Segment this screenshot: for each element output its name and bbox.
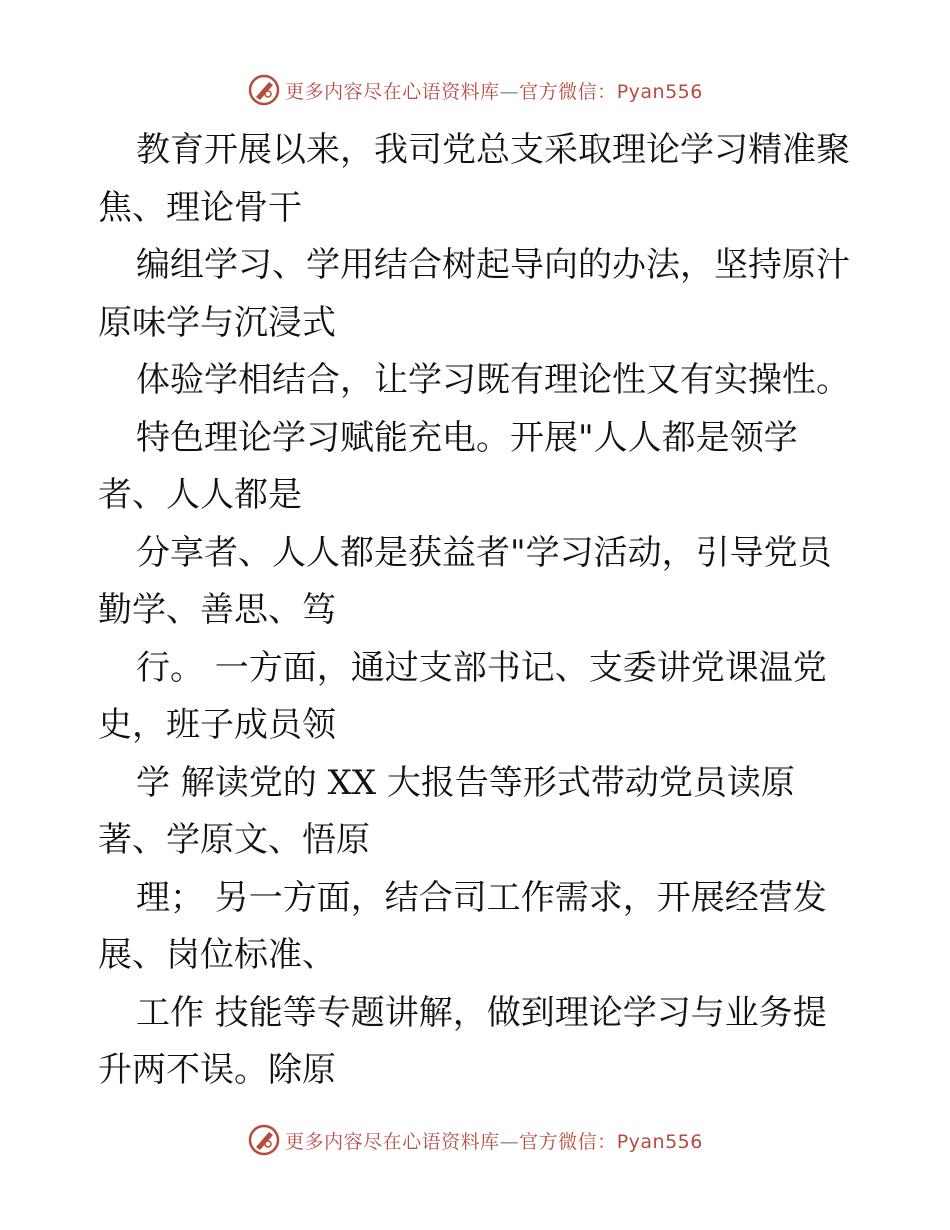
- text-line: 著、学原文、悟原: [98, 820, 370, 860]
- banner-text: 更多内容尽在心语资料库—官方微信：Pyan556: [285, 1130, 703, 1153]
- text-line: 分享者、人人都是获益者"学习活动，引导党员: [136, 532, 832, 573]
- text-line: 编组学习、学用结合树起导向的办法，坚持原汁: [136, 245, 850, 285]
- pen-circle-logo-icon: [247, 73, 281, 107]
- text-line: 教育开展以来，我司党总支采取理论学习精准聚: [136, 130, 850, 170]
- text-line: 体验学相结合，让学习既有理论性又有实操性。: [136, 360, 850, 400]
- text-line: 特色理论学习赋能充电。开展"人人都是领学: [136, 417, 798, 458]
- text-line: 者、人人都是: [98, 475, 302, 515]
- text-line: 原味学与沉浸式: [98, 302, 336, 343]
- text-line: 学 解读党的 XX 大报告等形式带动党员读原: [136, 762, 795, 803]
- header-banner: [0, 70, 950, 110]
- text-line: 工作 技能等专题讲解，做到理论学习与业务提: [136, 992, 827, 1033]
- text-line: 行。 一方面，通过支部书记、支委讲党课温党: [136, 647, 827, 688]
- text-line: 史，班子成员领: [98, 705, 336, 745]
- text-line: 理； 另一方面，结合司工作需求，开展经营发: [136, 877, 827, 918]
- text-line: 勤学、善思、笃: [98, 590, 336, 630]
- text-line: 升两不误。除原: [98, 1050, 336, 1090]
- text-line: 展、岗位标准、: [98, 935, 336, 975]
- pen-circle-logo-icon: [247, 1123, 281, 1157]
- footer-banner: [0, 1120, 950, 1160]
- text-line: 焦、理论骨干: [98, 187, 302, 228]
- banner-text: 更多内容尽在心语资料库—官方微信：Pyan556: [285, 80, 703, 103]
- document-body: [98, 122, 868, 1100]
